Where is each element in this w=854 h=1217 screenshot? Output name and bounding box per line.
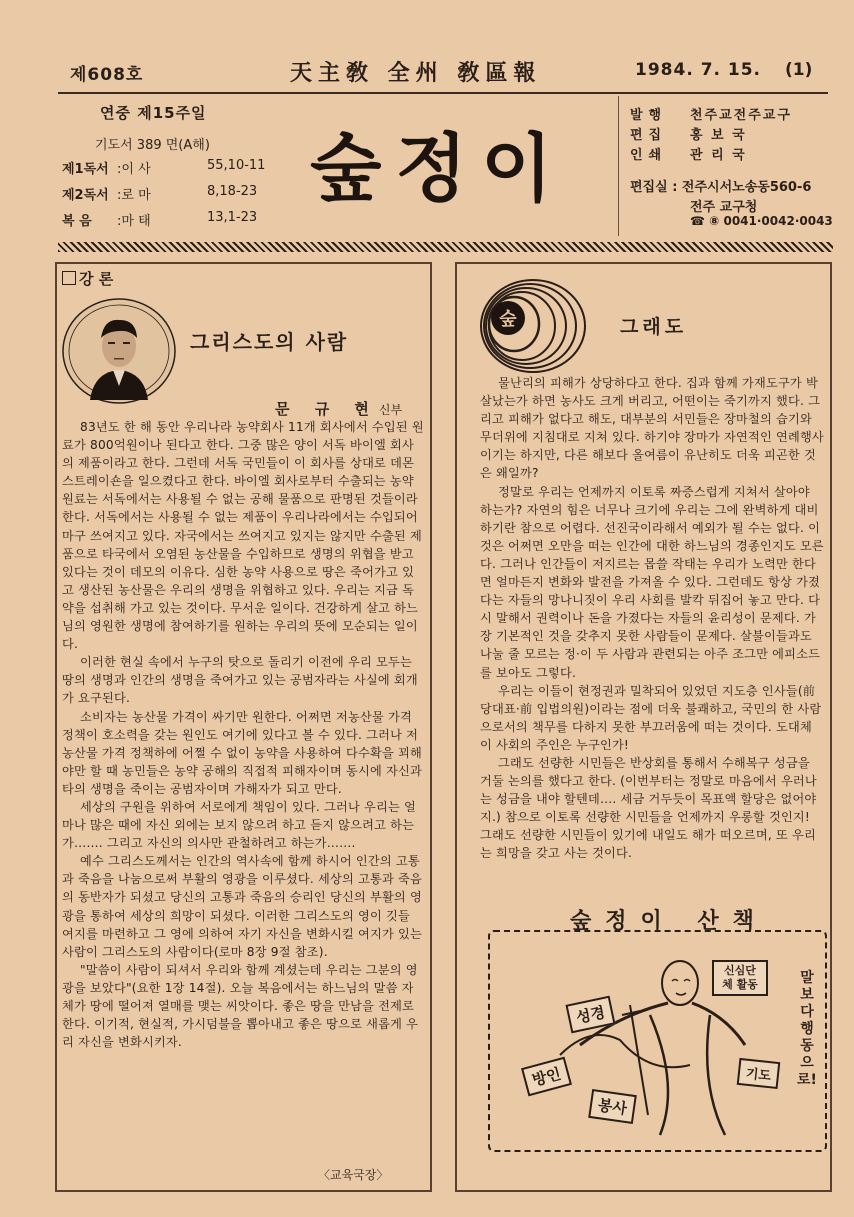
frame-line xyxy=(455,262,457,1192)
hatched-divider xyxy=(58,242,833,252)
paragraph-text: "말씀이 사람이 되셔서 우리와 함께 계셨는데 우리는 그분의 영광을 보았다"(요한 1장 14절). 오늘 복음에서는 하느님의 말씀 자체가 땅에 떨어져 열매를 맺는 씨앗이다. 좋은 땅을 만남을 전제로 한다. 이기적, 현실적, 가시덤불을 뽑아내고 좋은 땅으로 새롭게 우리 자신을 변화시키자. xyxy=(62,962,419,1050)
sermon-author xyxy=(275,398,402,419)
reading-book: :마 태 xyxy=(117,214,151,229)
author-portrait xyxy=(60,296,178,406)
cartoon-sign: 기도 xyxy=(737,1058,781,1089)
reading-ref: 55,10-11 xyxy=(207,158,266,173)
paragraph-text: 세상의 구원을 위하여 서로에게 책임이 있다. 그러나 우리는 얼마나 많은 때에 자신 외에는 보지 않으려 하고 듣지 않으려고 하는가……. 그리고 자신의 의사만 관철하려고 하는가……. xyxy=(62,799,416,851)
paragraph xyxy=(62,852,424,961)
frame-line xyxy=(55,1190,432,1192)
phone-numbers: ☎ ⑧ 0041·0042·0043 xyxy=(690,214,833,228)
publisher-key: 인쇄 xyxy=(630,148,668,163)
paper-name: 天主敎 全州 敎區報 xyxy=(290,60,542,86)
section-label-text: 강 론 xyxy=(79,270,114,288)
liturgy-week: 연중 제15주일 xyxy=(100,104,207,122)
reading-ref: 8,18-23 xyxy=(207,184,258,199)
reading-ref: 13,1-23 xyxy=(207,210,258,225)
author-name: 문 규 현 xyxy=(275,400,379,418)
frame-line xyxy=(455,1190,832,1192)
publisher-row xyxy=(630,104,792,123)
author-suffix: 신부 xyxy=(378,403,403,417)
paragraph xyxy=(62,418,424,653)
paragraph xyxy=(480,483,825,682)
editorial-address-2: 전주 교구청 xyxy=(690,200,758,215)
paragraph-text: 그래도 선량한 시민들은 반상회를 통해서 수해복구 성금을 거둘 논의를 했다고 한다. (이번부터는 정말로 마음에서 우러나는 성금을 내야 할텐데…. 세금 거두듯이 목표액 할당은 없어야지.) 참으로 이토록 선량한 시민들을 언제까지 우롱할 것인지! 그래도 선량한 시민들이 있기에 내일도 해가 떠오르며, 또 우리는 희망을 갖고 사는 것이다. xyxy=(480,755,817,861)
cartoon-sign: 성경 xyxy=(565,996,615,1034)
cartoon-sign: 신심단체 활동 xyxy=(712,960,768,996)
cartoon-sign: 봉사 xyxy=(588,1089,637,1124)
section-label xyxy=(62,268,113,289)
paragraph xyxy=(62,961,424,1051)
column-emblem xyxy=(478,276,588,376)
publisher-key: 발행 xyxy=(630,108,668,123)
paragraph xyxy=(480,754,825,863)
frame-line xyxy=(55,262,432,264)
publisher-value: 홍 보 국 xyxy=(690,128,747,143)
cartoon-sign: 방인 xyxy=(521,1057,572,1097)
frame-line xyxy=(455,262,832,264)
sermon-title: 그리스도의 사람 xyxy=(190,330,349,354)
paragraph xyxy=(480,682,825,754)
reading-row xyxy=(62,184,277,202)
frame-line xyxy=(55,262,57,1192)
publisher-value: 천주교전주교구 xyxy=(690,108,792,123)
paragraph xyxy=(62,708,424,798)
reading-label: 제1독서 xyxy=(62,162,109,177)
reading-row xyxy=(62,210,277,228)
paragraph xyxy=(62,653,424,707)
svg-text:숲: 숲 xyxy=(499,309,517,330)
publisher-row xyxy=(630,124,747,143)
issue-number: 제608호 xyxy=(70,65,144,85)
liturgy-prayer-book: 기도서 389 면(A해) xyxy=(95,138,210,153)
reading-book: :이 사 xyxy=(117,162,151,177)
frame-line xyxy=(830,262,832,1192)
paragraph-text: 물난리의 피해가 상당하다고 한다. 집과 함께 가재도구가 박살났는가 하면 농사도 크게 버리고, 어떤이는 죽기까지 했다. 그리고 피해가 없다고 해도, 대부분의 서민들은 장마철의 습기와 무더위에 지침대로 지쳐 있다. 하기야 장마가 자연적인 연례행사이기는 하지만, 다른 해보다 올여름이 유난히도 더욱 피곤한 것은 왜일까? xyxy=(480,376,824,481)
paragraph-text: 이러한 현실 속에서 누구의 탓으로 돌리기 이전에 우리 모두는 땅의 생명과 인간의 생명을 죽여가고 있는 공범자라는 사실에 회개가 요구된다. xyxy=(62,655,418,706)
publisher-value: 관 리 국 xyxy=(690,148,747,163)
masthead-divider xyxy=(618,96,619,236)
reading-label: 복 음 xyxy=(62,214,92,229)
publisher-key: 편집 xyxy=(630,128,668,143)
paragraph xyxy=(480,374,825,483)
frame-line xyxy=(430,262,432,1192)
paragraph-text: 예수 그리스도께서는 인간의 역사속에 함께 하시어 인간의 고통과 죽음을 나눔으로써 부활의 영광을 이루셨다. 세상의 고통과 죽음의 동반자가 되셨고 당신의 고통과 죽음의 승리인 당신의 부활의 영광을 통하여 세상의 희망이 되셨다. 이러한 그리스도의 영이 깃들 여지를 마련하고 그 영에 의하여 자기 자신을 변화시킬 여지가 있는 사람이 그리스도의 사람이다(로마 8장 9절 참조). xyxy=(62,854,422,959)
reading-book: :로 마 xyxy=(117,188,151,203)
paragraph-text: 우리는 이들이 현정권과 밀착되어 있었던 지도층 인사들(前 당대표·前 입법의원)이라는 점에 더욱 불쾌하고, 국민의 한 사람으로서의 책무를 다하지 못한 부끄러움에 떠는 것이다. 도대체 이 사회의 주인은 누구인가! xyxy=(480,683,822,752)
issue-date: 1984. 7. 15. xyxy=(635,60,762,80)
masthead-rule xyxy=(58,92,828,94)
paragraph-text: 정말로 우리는 언제까지 이토록 짜증스럽게 지쳐서 살아야 하는가? 자연의 힘은 너무나 크기에 우리는 그에 완벽하게 대비하기란 참으로 어렵다. 선진국이라해서 예외가 될 수는 없다. 이것은 어쩌면 오만을 떠는 인간에 대한 하느님의 경종인지도 모른다. 그러나 인간들이 저지르는 몹쓸 작태는 우리가 노력만 한다면 얼마든지 변화와 발전을 가져올 수 있다. 그런데도 항상 가졌다는 자들의 망나니짓이 우리 사회를 발칵 뒤집어 놓고 만다. 다시 말해서 권력이나 돈을 가졌다는 자들의 윤리성이 문제다. 가장 기본적인 것을 갖추지 못한 사람들이 문제다. 살불이들과도 나눌 줄 모르는 정·이 두 사람과 관련되는 아주 조그만 에피소드를 보아도 그렇다. xyxy=(480,484,824,680)
reading-label: 제2독서 xyxy=(62,188,109,203)
cartoon-title: 숲정이 산책 xyxy=(570,909,768,934)
square-icon xyxy=(62,271,76,285)
cartoon-caption: 말보다 행동으로! xyxy=(797,970,817,1088)
editorial-address: 편집실 : 전주시서노송동560-6 xyxy=(630,180,812,195)
editorial-title: 그래도 xyxy=(620,316,688,338)
sermon-signoff: 〈교육국장〉 xyxy=(318,1168,389,1182)
paragraph-text: 소비자는 농산물 가격이 싸기만 원한다. 어쩌면 저농산물 가격 정책이 호소력을 갖는 원인도 여기에 있다고 볼 수 있다. 그러나 저농산물 가격 정책하에 어쩔 수 없이 농약을 사용하여 다수확을 꾀해야만 할 때 농민들은 농약 공해의 직접적 피해자이며 동시에 자신과 타의 생명을 죽이는 공범자이며 가해자가 되고 만다. xyxy=(62,709,422,796)
publisher-row xyxy=(630,144,747,163)
editorial-body xyxy=(480,374,825,863)
paragraph-text: 83년도 한 해 동안 우리나라 농약회사 11개 회사에서 수입된 원료가 800억원이나 된다고 한다. 그중 많은 양이 서독 바이엘 회사의 제품이라고 한다. 그런데 서독 국민들이 이 회사를 상대로 데몬스트레이숀을 일으켰다고 한다. 바이엘 회사로부터 수출되는 농약원료는 서독에서는 사용될 수 없는 공해 물품으로 판명된 것들이라 한다. 서독에서는 사용될 수 없는 제품이 우리나라에서는 수입되어 마구 쓰여지고 있다. 자국에서는 쓰여지고 있지는 않지만 수출된 제품으로 타국에서 오염된 농산물을 수입하므로 생명의 위협을 받고 있다는 것이 데모의 이유다. 심한 농약 사용으로 땅은 죽어가고 있고 생산된 농산물은 우리의 생명을 위협하고 있다. 우리는 지금 독약을 섭취해 가고 있는 것이다. 무서운 일이다. 건강하게 살고 하느님의 영원한 생명에 참여하기를 원하는 우리의 뜻에 모순되는 일이다. xyxy=(62,420,424,652)
paragraph xyxy=(62,798,424,852)
newspaper-logo: 숲정이 xyxy=(310,126,567,212)
page-number: (1) xyxy=(785,60,813,80)
sermon-body xyxy=(62,418,424,1051)
reading-row xyxy=(62,158,277,176)
